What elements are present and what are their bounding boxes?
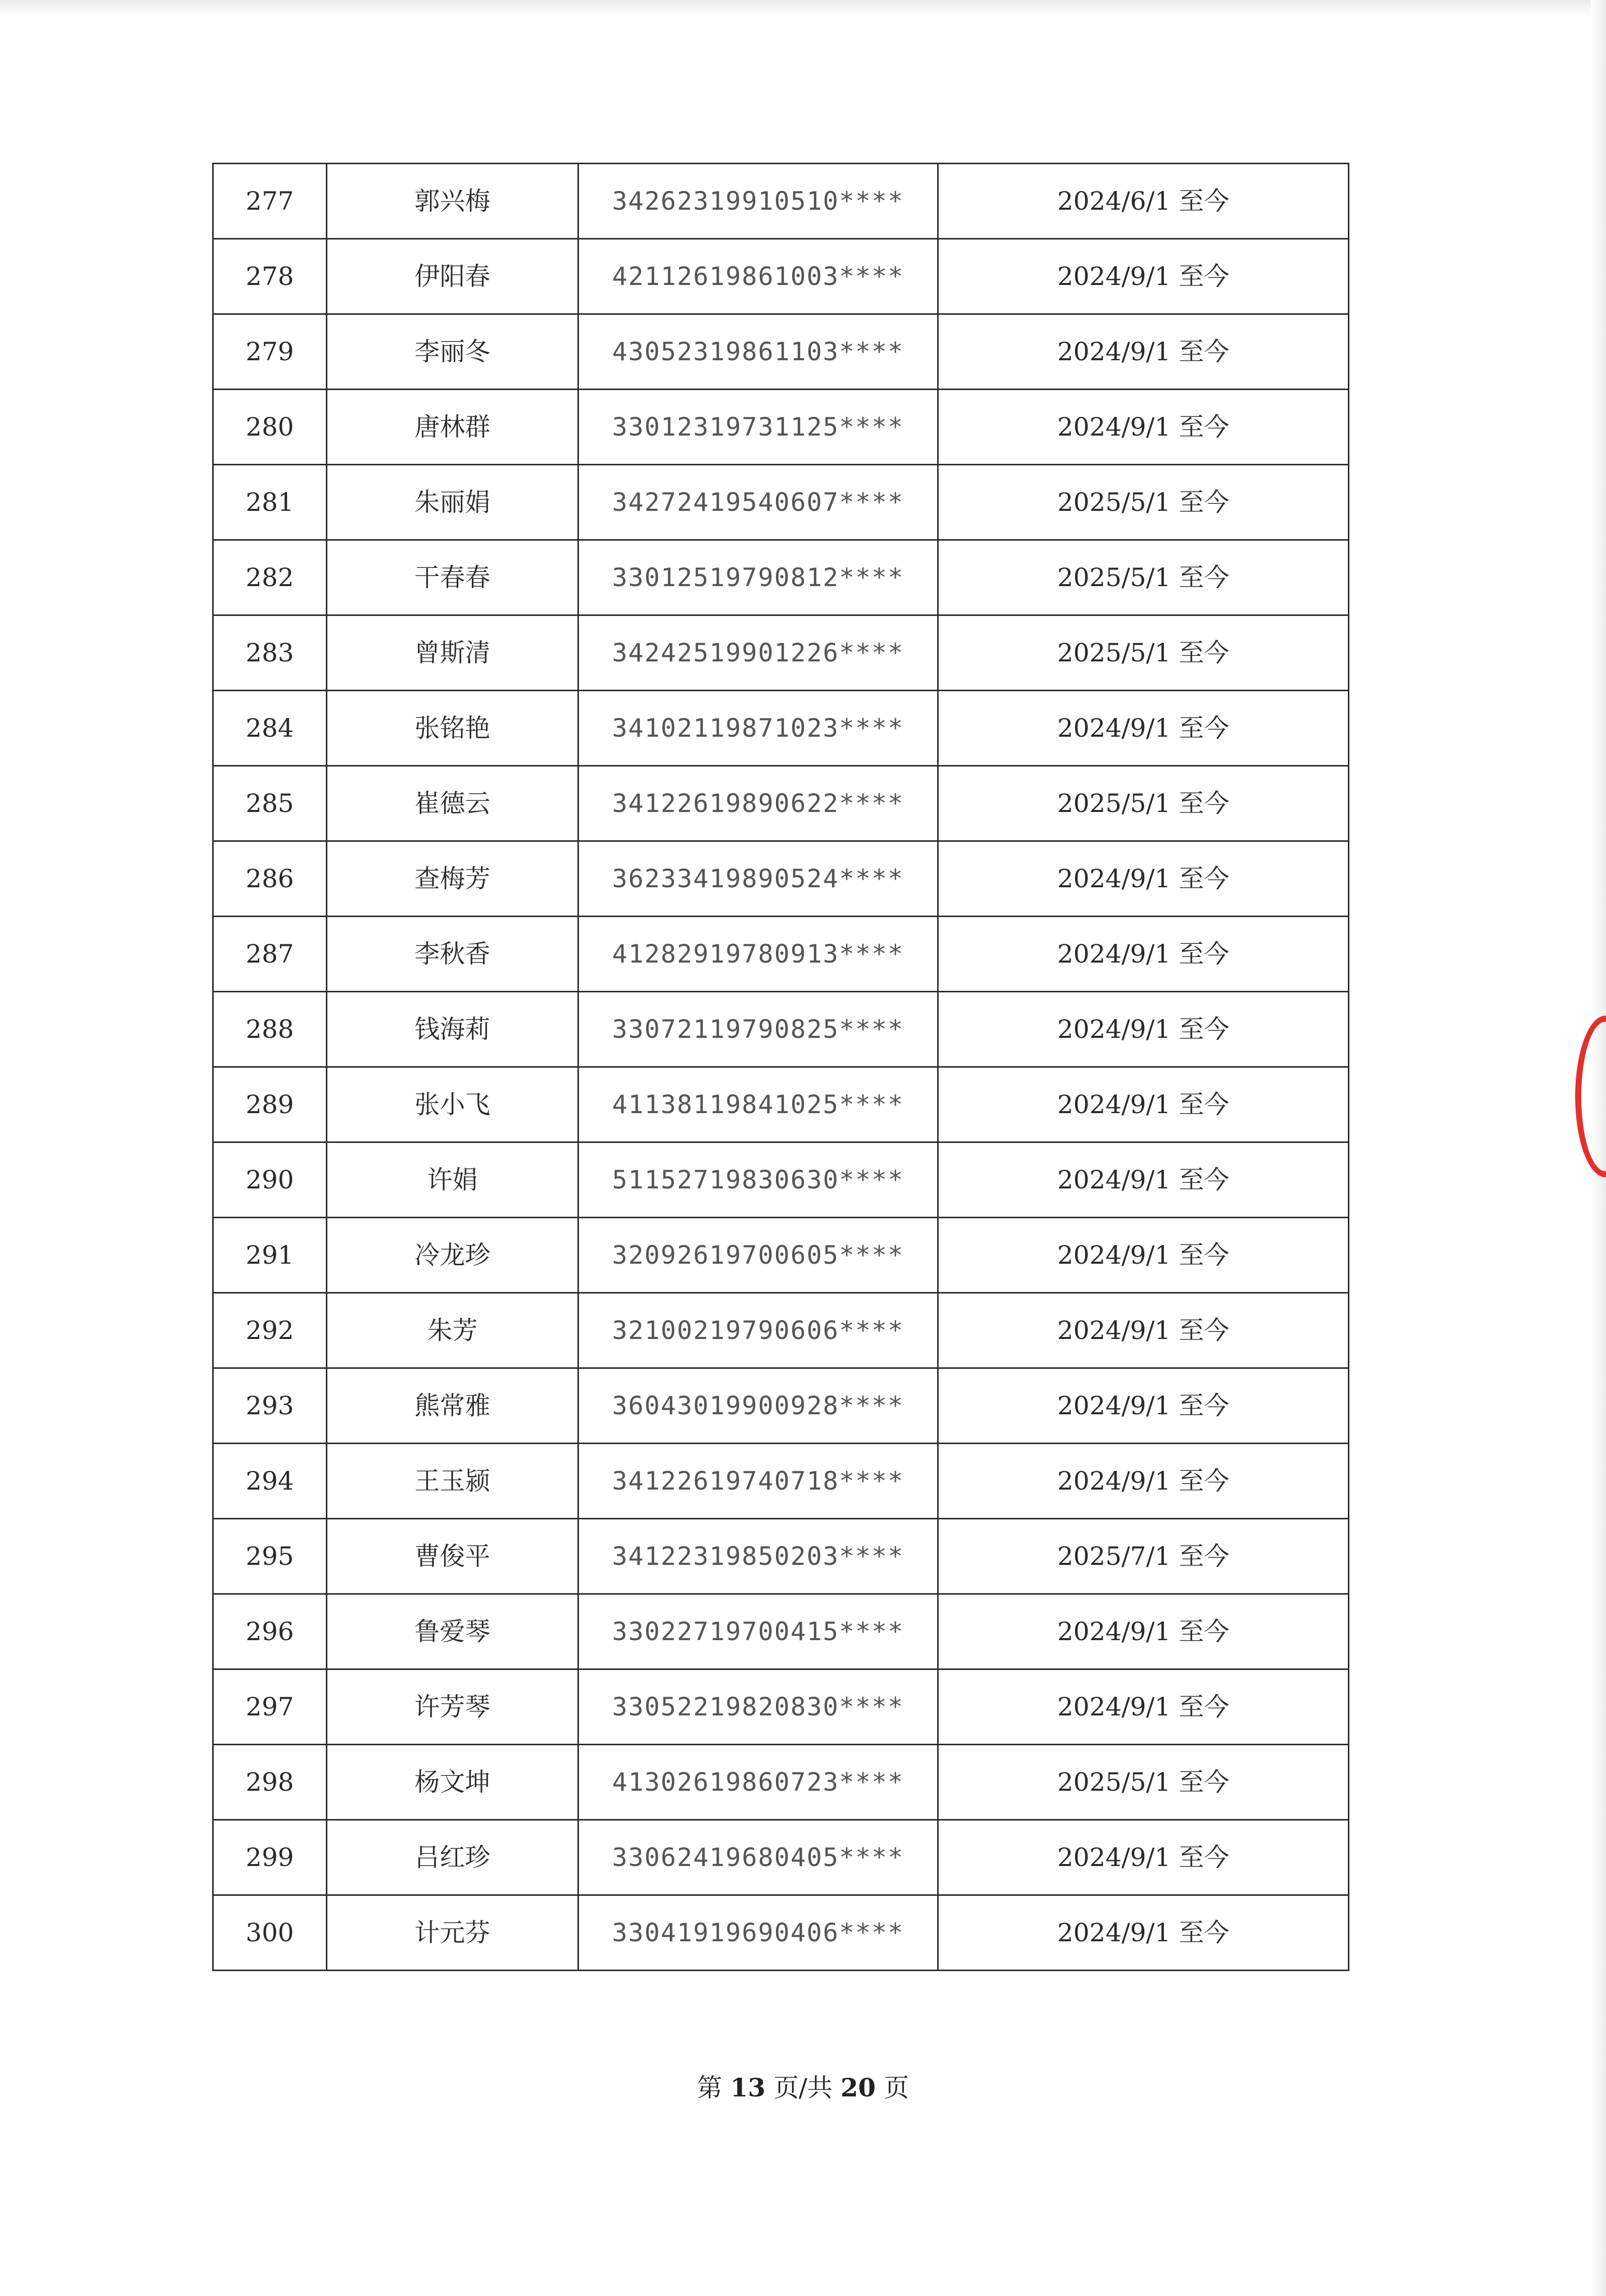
cell-id-number: 41282919780913**** [578,917,938,992]
cell-serial-number: 289 [213,1067,327,1142]
table-row [213,1519,1349,1594]
cell-id-number: 34272419540607**** [578,465,938,540]
cell-id-number: 34262319910510**** [578,164,938,239]
cell-serial-number: 281 [213,465,327,540]
scan-edge-top [0,0,1606,14]
cell-serial-number: 285 [213,766,327,841]
table-row [213,465,1349,540]
cell-id-number: 43052319861103**** [578,314,938,390]
table-row [213,1444,1349,1519]
table-row [213,615,1349,691]
cell-name: 许娟 [327,1142,578,1218]
table-row [213,1142,1349,1218]
cell-name: 郭兴梅 [327,164,578,239]
table-row [213,917,1349,992]
cell-id-number: 34122619890622**** [578,766,938,841]
cell-period: 2025/5/1 至今 [938,766,1349,841]
cell-name: 朱丽娟 [327,465,578,540]
current-page-number: 13 [730,2073,766,2102]
cell-name: 钱海莉 [327,992,578,1067]
cell-period: 2024/9/1 至今 [938,1293,1349,1368]
table-row [213,540,1349,615]
cell-name: 查梅芳 [327,841,578,917]
cell-period: 2024/6/1 至今 [938,164,1349,239]
cell-id-number: 33022719700415**** [578,1594,938,1669]
cell-serial-number: 286 [213,841,327,917]
cell-serial-number: 283 [213,615,327,691]
cell-id-number: 32100219790606**** [578,1293,938,1368]
total-pages-number: 20 [840,2073,876,2102]
cell-serial-number: 290 [213,1142,327,1218]
table-row [213,1368,1349,1444]
cell-serial-number: 291 [213,1218,327,1293]
cell-serial-number: 295 [213,1519,327,1594]
cell-name: 鲁爱琴 [327,1594,578,1669]
cell-name: 朱芳 [327,1293,578,1368]
cell-period: 2024/9/1 至今 [938,1444,1349,1519]
cell-id-number: 33012319731125**** [578,390,938,465]
cell-name: 张铭艳 [327,691,578,766]
cell-name: 曾斯清 [327,615,578,691]
cell-id-number: 32092619700605**** [578,1218,938,1293]
cell-name: 王玉颍 [327,1444,578,1519]
cell-name: 干春春 [327,540,578,615]
table-row [213,1745,1349,1820]
cell-serial-number: 277 [213,164,327,239]
cell-name: 崔德云 [327,766,578,841]
table-row [213,841,1349,917]
table-row [213,1594,1349,1669]
cell-id-number: 34122619740718**** [578,1444,938,1519]
cell-serial-number: 296 [213,1594,327,1669]
page-footer [0,2068,1606,2104]
cell-period: 2024/9/1 至今 [938,1594,1349,1669]
cell-serial-number: 298 [213,1745,327,1820]
table-row [213,390,1349,465]
cell-serial-number: 278 [213,239,327,314]
cell-serial-number: 279 [213,314,327,390]
cell-id-number: 34242519901226**** [578,615,938,691]
table-row [213,1820,1349,1895]
cell-period: 2024/9/1 至今 [938,1669,1349,1745]
table-row [213,1293,1349,1368]
cell-period: 2024/9/1 至今 [938,1368,1349,1444]
cell-name: 李丽冬 [327,314,578,390]
cell-serial-number: 282 [213,540,327,615]
cell-period: 2025/7/1 至今 [938,1519,1349,1594]
roster-table-body [213,164,1349,1971]
table-row [213,1669,1349,1745]
cell-serial-number: 297 [213,1669,327,1745]
footer-middle: 页/共 [773,2073,833,2102]
cell-id-number: 51152719830630**** [578,1142,938,1218]
cell-id-number: 33072119790825**** [578,992,938,1067]
footer-suffix: 页 [884,2073,909,2102]
cell-serial-number: 299 [213,1820,327,1895]
cell-id-number: 36233419890524**** [578,841,938,917]
cell-id-number: 33012519790812**** [578,540,938,615]
cell-serial-number: 294 [213,1444,327,1519]
cell-period: 2024/9/1 至今 [938,691,1349,766]
table-row [213,164,1349,239]
footer-prefix: 第 [697,2073,722,2102]
table-row [213,239,1349,314]
table-row [213,314,1349,390]
cell-serial-number: 287 [213,917,327,992]
cell-period: 2025/5/1 至今 [938,1745,1349,1820]
red-seal-stamp [1575,1016,1606,1177]
cell-name: 吕红珍 [327,1820,578,1895]
cell-name: 张小飞 [327,1067,578,1142]
cell-id-number: 34102119871023**** [578,691,938,766]
cell-id-number: 41302619860723**** [578,1745,938,1820]
roster-table [212,163,1349,1971]
table-row [213,992,1349,1067]
cell-period: 2024/9/1 至今 [938,1142,1349,1218]
cell-name: 伊阳春 [327,239,578,314]
cell-period: 2024/9/1 至今 [938,1218,1349,1293]
table-row [213,691,1349,766]
cell-name: 曹俊平 [327,1519,578,1594]
cell-id-number: 33062419680405**** [578,1820,938,1895]
cell-period: 2024/9/1 至今 [938,992,1349,1067]
cell-period: 2024/9/1 至今 [938,314,1349,390]
cell-period: 2024/9/1 至今 [938,917,1349,992]
cell-name: 唐林群 [327,390,578,465]
cell-id-number: 33052219820830**** [578,1669,938,1745]
cell-period: 2025/5/1 至今 [938,615,1349,691]
cell-id-number: 41138119841025**** [578,1067,938,1142]
cell-serial-number: 284 [213,691,327,766]
cell-name: 杨文坤 [327,1745,578,1820]
cell-name: 李秋香 [327,917,578,992]
cell-name: 计元芬 [327,1895,578,1971]
cell-name: 冷龙珍 [327,1218,578,1293]
cell-serial-number: 292 [213,1293,327,1368]
table-row [213,766,1349,841]
table-row [213,1218,1349,1293]
cell-name: 熊常雅 [327,1368,578,1444]
cell-period: 2024/9/1 至今 [938,239,1349,314]
cell-period: 2024/9/1 至今 [938,1067,1349,1142]
table-row [213,1067,1349,1142]
cell-serial-number: 288 [213,992,327,1067]
table-row [213,1895,1349,1971]
cell-id-number: 42112619861003**** [578,239,938,314]
cell-serial-number: 280 [213,390,327,465]
cell-period: 2025/5/1 至今 [938,465,1349,540]
cell-period: 2024/9/1 至今 [938,1895,1349,1971]
cell-serial-number: 293 [213,1368,327,1444]
cell-period: 2024/9/1 至今 [938,390,1349,465]
cell-id-number: 34122319850203**** [578,1519,938,1594]
cell-id-number: 36043019900928**** [578,1368,938,1444]
cell-period: 2024/9/1 至今 [938,1820,1349,1895]
cell-name: 许芳琴 [327,1669,578,1745]
cell-serial-number: 300 [213,1895,327,1971]
cell-period: 2024/9/1 至今 [938,841,1349,917]
cell-period: 2025/5/1 至今 [938,540,1349,615]
cell-id-number: 33041919690406**** [578,1895,938,1971]
